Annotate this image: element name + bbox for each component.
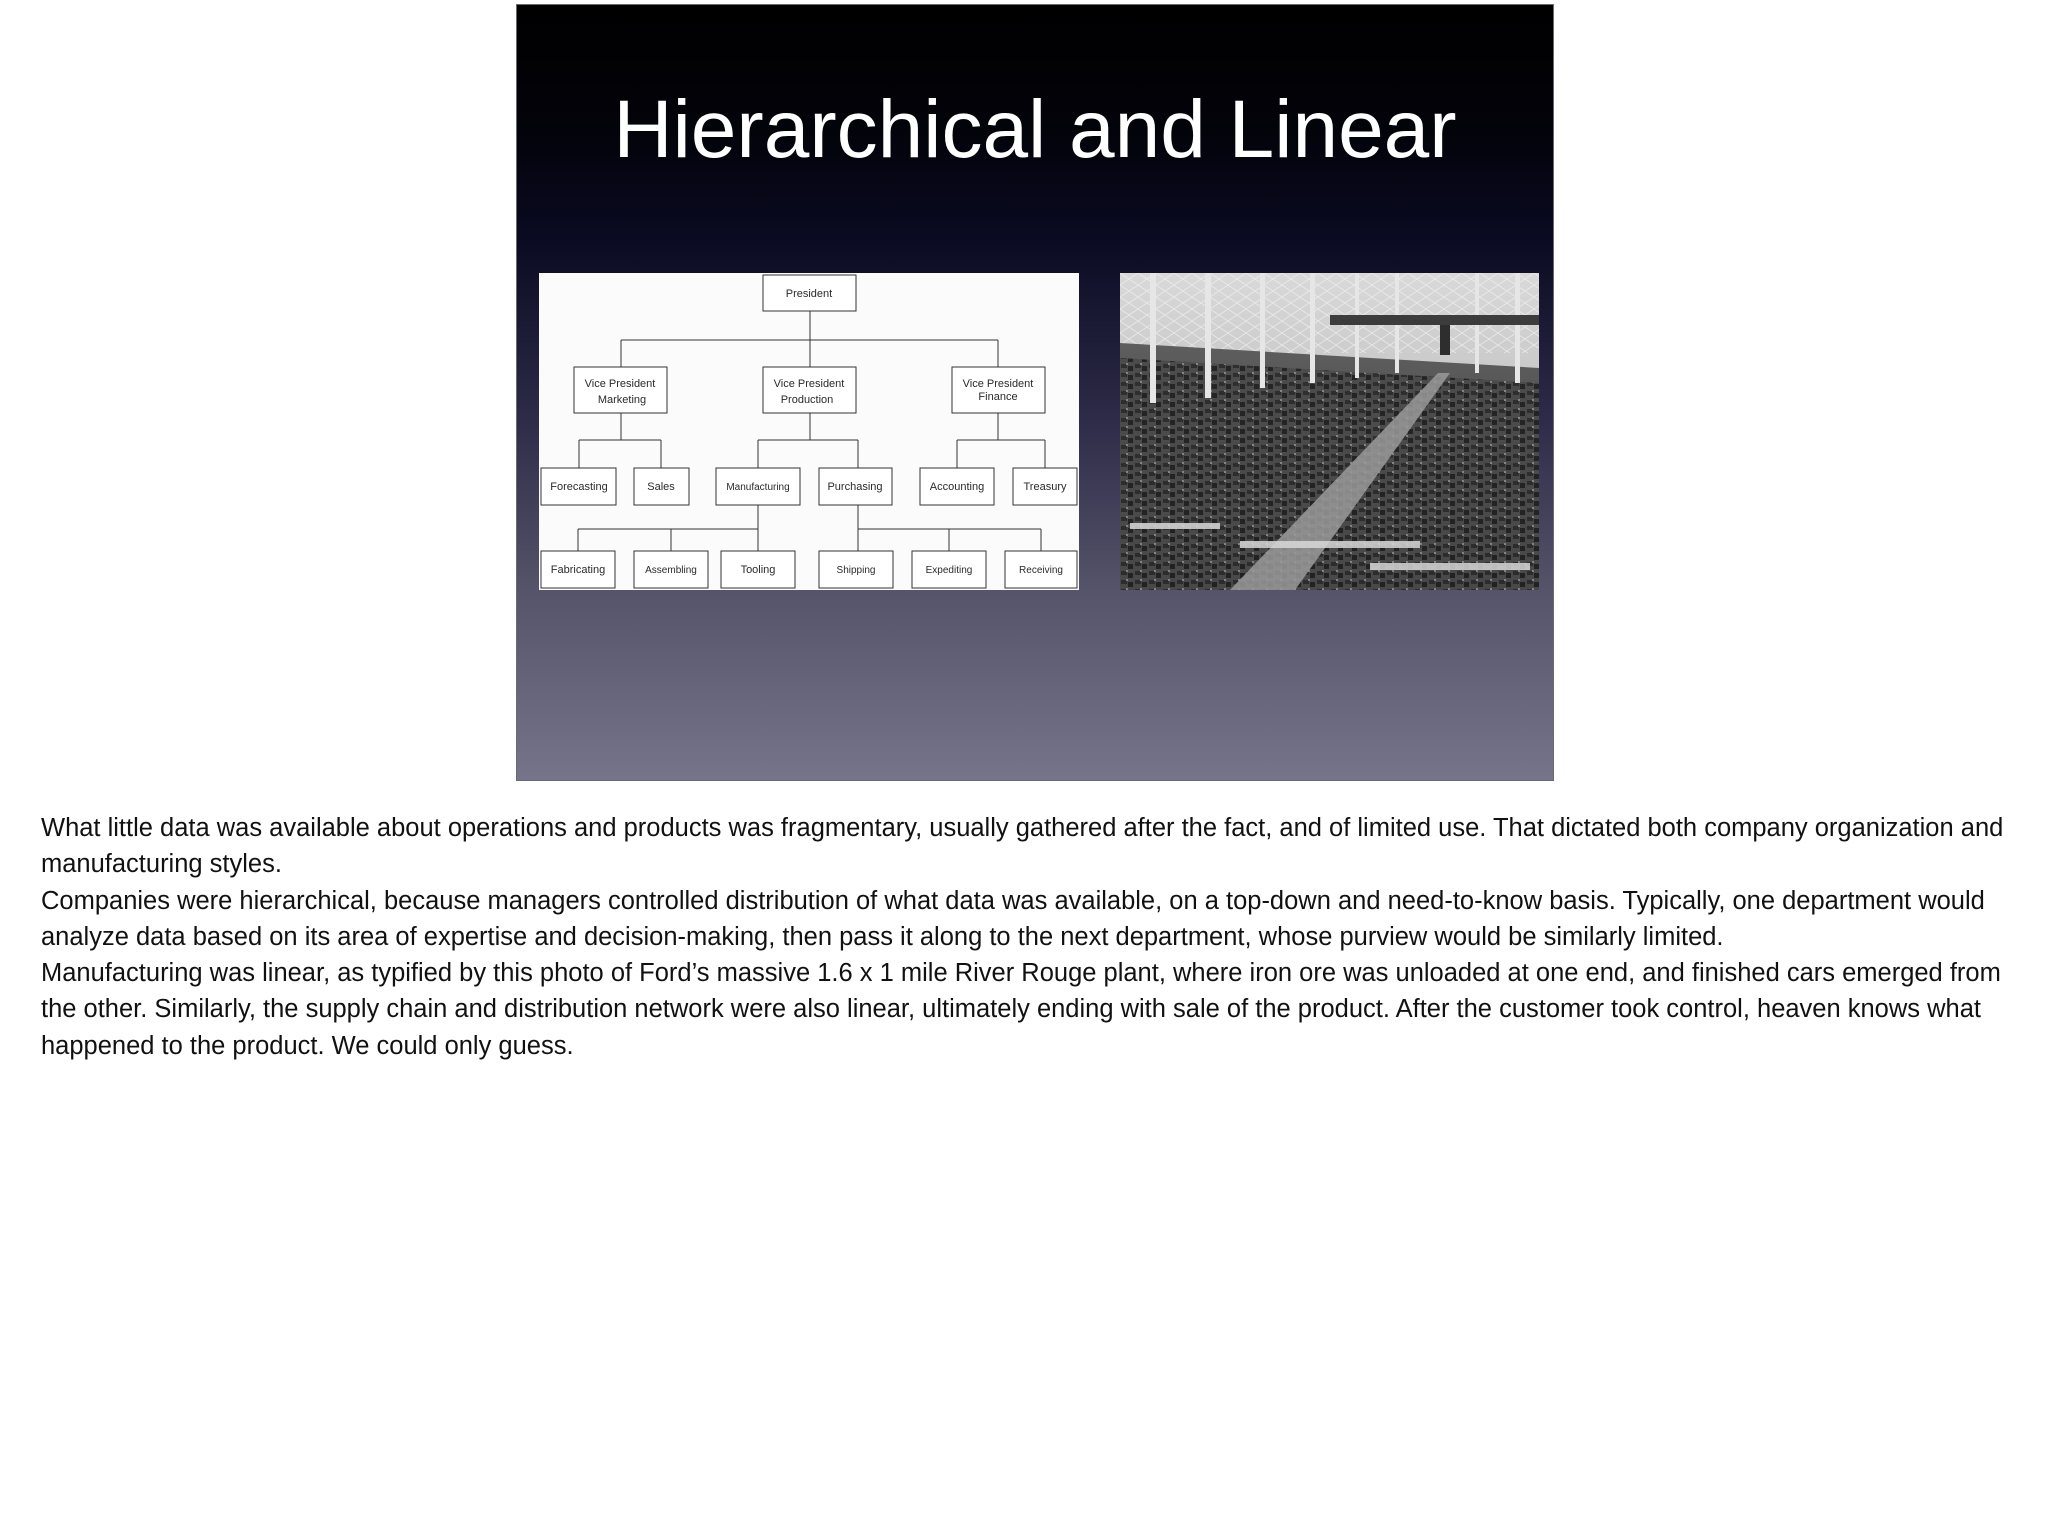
org-label-vp-finance-line2: Finance: [978, 391, 1018, 403]
factory-floor-photo: [1120, 273, 1539, 590]
org-label-president: President: [785, 288, 833, 300]
org-chart-diagram: [539, 273, 1079, 590]
org-label-vp-finance-line1: Vice President: [962, 378, 1034, 390]
org-chart-connectors: [578, 311, 1045, 551]
org-chart-labels: [550, 288, 1067, 576]
org-box-vp-finance: [952, 367, 1045, 413]
org-label-manufacturing: Manufacturing: [726, 482, 790, 493]
org-label-vp-production-line1: Vice President: [773, 378, 845, 390]
org-label-sales: Sales: [647, 481, 675, 493]
notes-paragraph-3: Manufacturing was linear, as typified by this photo of Ford’s massive 1.6 x 1 mile River Rouge plant, where iron ore was unloaded at one end, and finished cars emerged from the other. Similarly, the supply chain and distribution network were also linear, ultimately ending with sale of the product. After the customer took control, heaven knows what happened to the product. We could only guess.: [41, 959, 2001, 1060]
org-label-vp-marketing-line1: Vice President: [584, 378, 656, 390]
org-box-vp-production: [763, 367, 856, 413]
org-label-forecasting: Forecasting: [550, 481, 608, 493]
notes-paragraph-2: Companies were hierarchical, because managers controlled distribution of what data was available, on a top-down and need-to-know basis. Typically, one department would analyze data based on its area of expertise and decision-making, then pass it along to the next department, whose purview would be similarly limited.: [41, 886, 1985, 951]
org-label-vp-marketing-line2: Marketing: [597, 394, 647, 406]
org-label-accounting: Accounting: [929, 481, 985, 493]
org-label-fabricating: Fabricating: [550, 564, 606, 576]
factory-floor-illustration: [1120, 273, 1539, 590]
org-label-tooling: Tooling: [740, 564, 776, 576]
org-chart-image: [539, 273, 1079, 590]
slide-title: Hierarchical and Linear: [613, 84, 1457, 175]
org-label-receiving: Receiving: [1019, 565, 1063, 576]
org-label-assembling: Assembling: [645, 565, 697, 576]
org-label-shipping: Shipping: [836, 565, 876, 576]
notes-paragraph-1: What little data was available about operations and products was fragmentary, usually gathered after the fact, and of limited use. That dictated both company organization and manufacturing styles.: [41, 814, 2004, 879]
slide: [516, 4, 1554, 781]
org-box-vp-marketing: [574, 367, 667, 413]
org-label-expediting: Expediting: [925, 565, 973, 576]
org-label-purchasing: Purchasing: [827, 481, 883, 493]
org-label-treasury: Treasury: [1023, 481, 1067, 493]
org-label-vp-production-line2: Production: [780, 394, 834, 406]
speaker-notes: [41, 810, 2016, 1064]
